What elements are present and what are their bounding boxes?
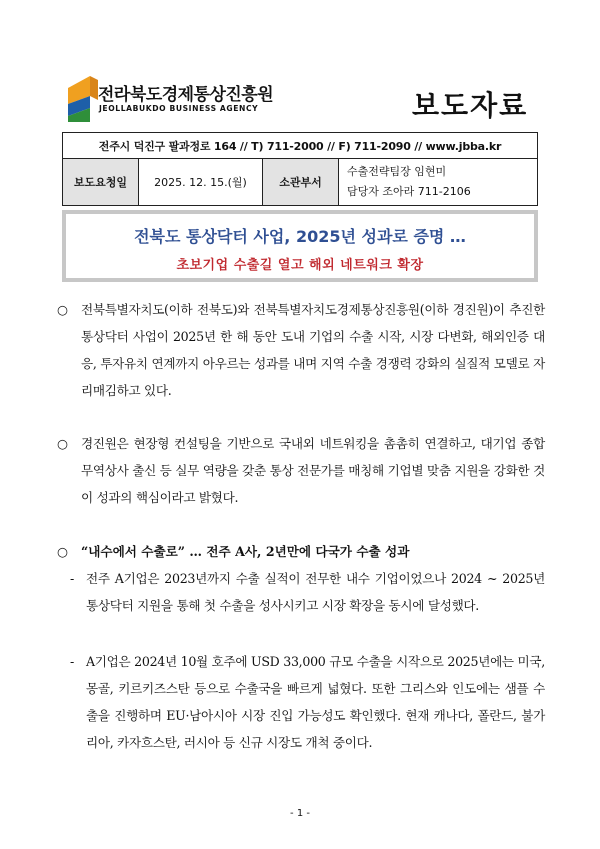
request-date-label: 보도요청일 xyxy=(63,159,139,206)
agency-logo-icon xyxy=(64,74,100,124)
sub-item-text: A기업은 2024년 10월 호주에 USD 33,000 규모 수출을 시작으로 2025년에는 미국, 몽골, 키르키즈스탄 등으로 수출국을 빠르게 넓혔다. 또한 그리스와 인도에는 샘플 수출을 진행하며 EU·남아시아 시장 진입 가능성도 확인했다. 현재 캐나다, 폴란드, 불가리아, 카자흐스탄, 러시아 등 신규 시장도 개척 중이다. xyxy=(86,654,545,750)
headline-box xyxy=(62,210,538,282)
section-heading-text: “내수에서 수출로” … 전주 A사, 2년만에 다국가 수출 성과 xyxy=(81,544,410,559)
paragraph-text: 전북특별자치도(이하 전북도)와 전북특별자치도경제통상진흥원(이하 경진원)이 추진한 통상닥터 사업이 2025년 한 해 동안 도내 기업의 수출 시작, 시장 다변화, 해외인증 대응, 투자유치 연계까지 아우르는 성과를 내며 지역 수출 경쟁력 강화의 실질적 모델로 자리매김하고 있다. xyxy=(81,302,545,398)
sub-item-1 xyxy=(70,565,545,619)
sub-item-text: 전주 A기업은 2023년까지 수출 실적이 전무한 내수 기업이었으나 2024 ~ 2025년 통상닥터 지원을 통해 첫 수출을 성사시키고 시장 확장을 동시에 달성했다. xyxy=(86,571,545,613)
agency-address: 전주시 덕진구 팔과정로 164 // T) 711-2000 // F) 711-2090 // www.jbba.kr xyxy=(63,133,538,159)
contact-manager: 수출전략팀장 임현미 xyxy=(347,165,447,178)
request-date: 2025. 12. 15.(월) xyxy=(139,159,263,206)
document-type-title: 보도자료 xyxy=(412,89,529,122)
paragraph-text: 경진원은 현장형 컨설팅을 기반으로 국내외 네트워킹을 촘촘히 연결하고, 대기업 종합무역상사 출신 등 실무 역량을 갖춘 통상 전문가를 매칭해 기업별 맞춤 지원을 강화한 것이 성과의 핵심이라고 밝혔다. xyxy=(81,436,545,505)
org-name-english: JEOLLABUKDO BUSINESS AGENCY xyxy=(99,104,259,113)
org-name: 전라북도경제통상진흥원 xyxy=(98,85,274,105)
press-info-table xyxy=(62,132,538,206)
subheadline: 초보기업 수출길 열고 해외 네트워크 확장 xyxy=(176,258,424,273)
circle-bullet: ○ xyxy=(57,436,68,451)
section-heading xyxy=(57,541,545,560)
dash-bullet: - xyxy=(70,654,75,669)
dash-bullet: - xyxy=(70,571,75,586)
body-paragraph-1 xyxy=(57,296,545,404)
contact-info xyxy=(339,159,538,206)
circle-bullet: ○ xyxy=(57,302,68,317)
page-number: - 1 - xyxy=(290,808,310,819)
department-label: 소관부서 xyxy=(263,159,339,206)
body-paragraph-2 xyxy=(57,430,545,511)
circle-bullet: ○ xyxy=(57,544,68,559)
headline: 전북도 통상닥터 사업, 2025년 성과로 증명 … xyxy=(134,227,466,246)
sub-item-2 xyxy=(70,648,545,756)
contact-staff: 담당자 조아라 711-2106 xyxy=(347,185,471,198)
